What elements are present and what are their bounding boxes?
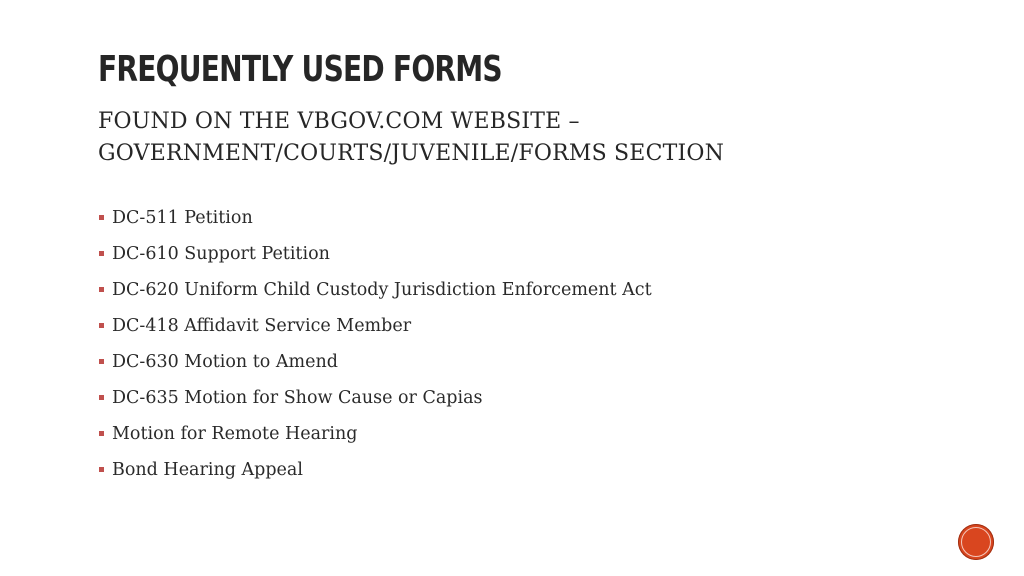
list-item-label: DC-511 Petition [112,208,253,228]
list-item-label: Bond Hearing Appeal [112,460,303,480]
square-bullet-icon [99,323,104,328]
slide-title: FREQUENTLY USED FORMS [98,49,502,90]
list-item [98,310,652,346]
list-item [98,274,652,310]
page-number-badge-icon [958,524,994,560]
list-item-label: DC-610 Support Petition [112,244,330,264]
list-item [98,382,652,418]
square-bullet-icon [99,467,104,472]
list-item-label: DC-620 Uniform Child Custody Jurisdiction Enforcement Act [112,280,652,300]
square-bullet-icon [99,431,104,436]
square-bullet-icon [99,287,104,292]
square-bullet-icon [99,359,104,364]
subtitle-line-2: GOVERNMENT/COURTS/JUVENILE/FORMS SECTION [98,141,725,166]
list-item-label: DC-418 Affidavit Service Member [112,316,412,336]
list-item [98,202,652,238]
square-bullet-icon [99,395,104,400]
square-bullet-icon [99,251,104,256]
slide-subtitle [98,106,724,170]
forms-list [98,202,652,490]
list-item [98,418,652,454]
list-item-label: DC-635 Motion for Show Cause or Capias [112,388,483,408]
list-item [98,454,652,490]
list-item-label: DC-630 Motion to Amend [112,352,338,372]
list-item [98,346,652,382]
square-bullet-icon [99,215,104,220]
list-item-label: Motion for Remote Hearing [112,424,358,444]
list-item [98,238,652,274]
subtitle-line-1: FOUND ON THE VBGOV.COM WEBSITE – [98,109,580,134]
